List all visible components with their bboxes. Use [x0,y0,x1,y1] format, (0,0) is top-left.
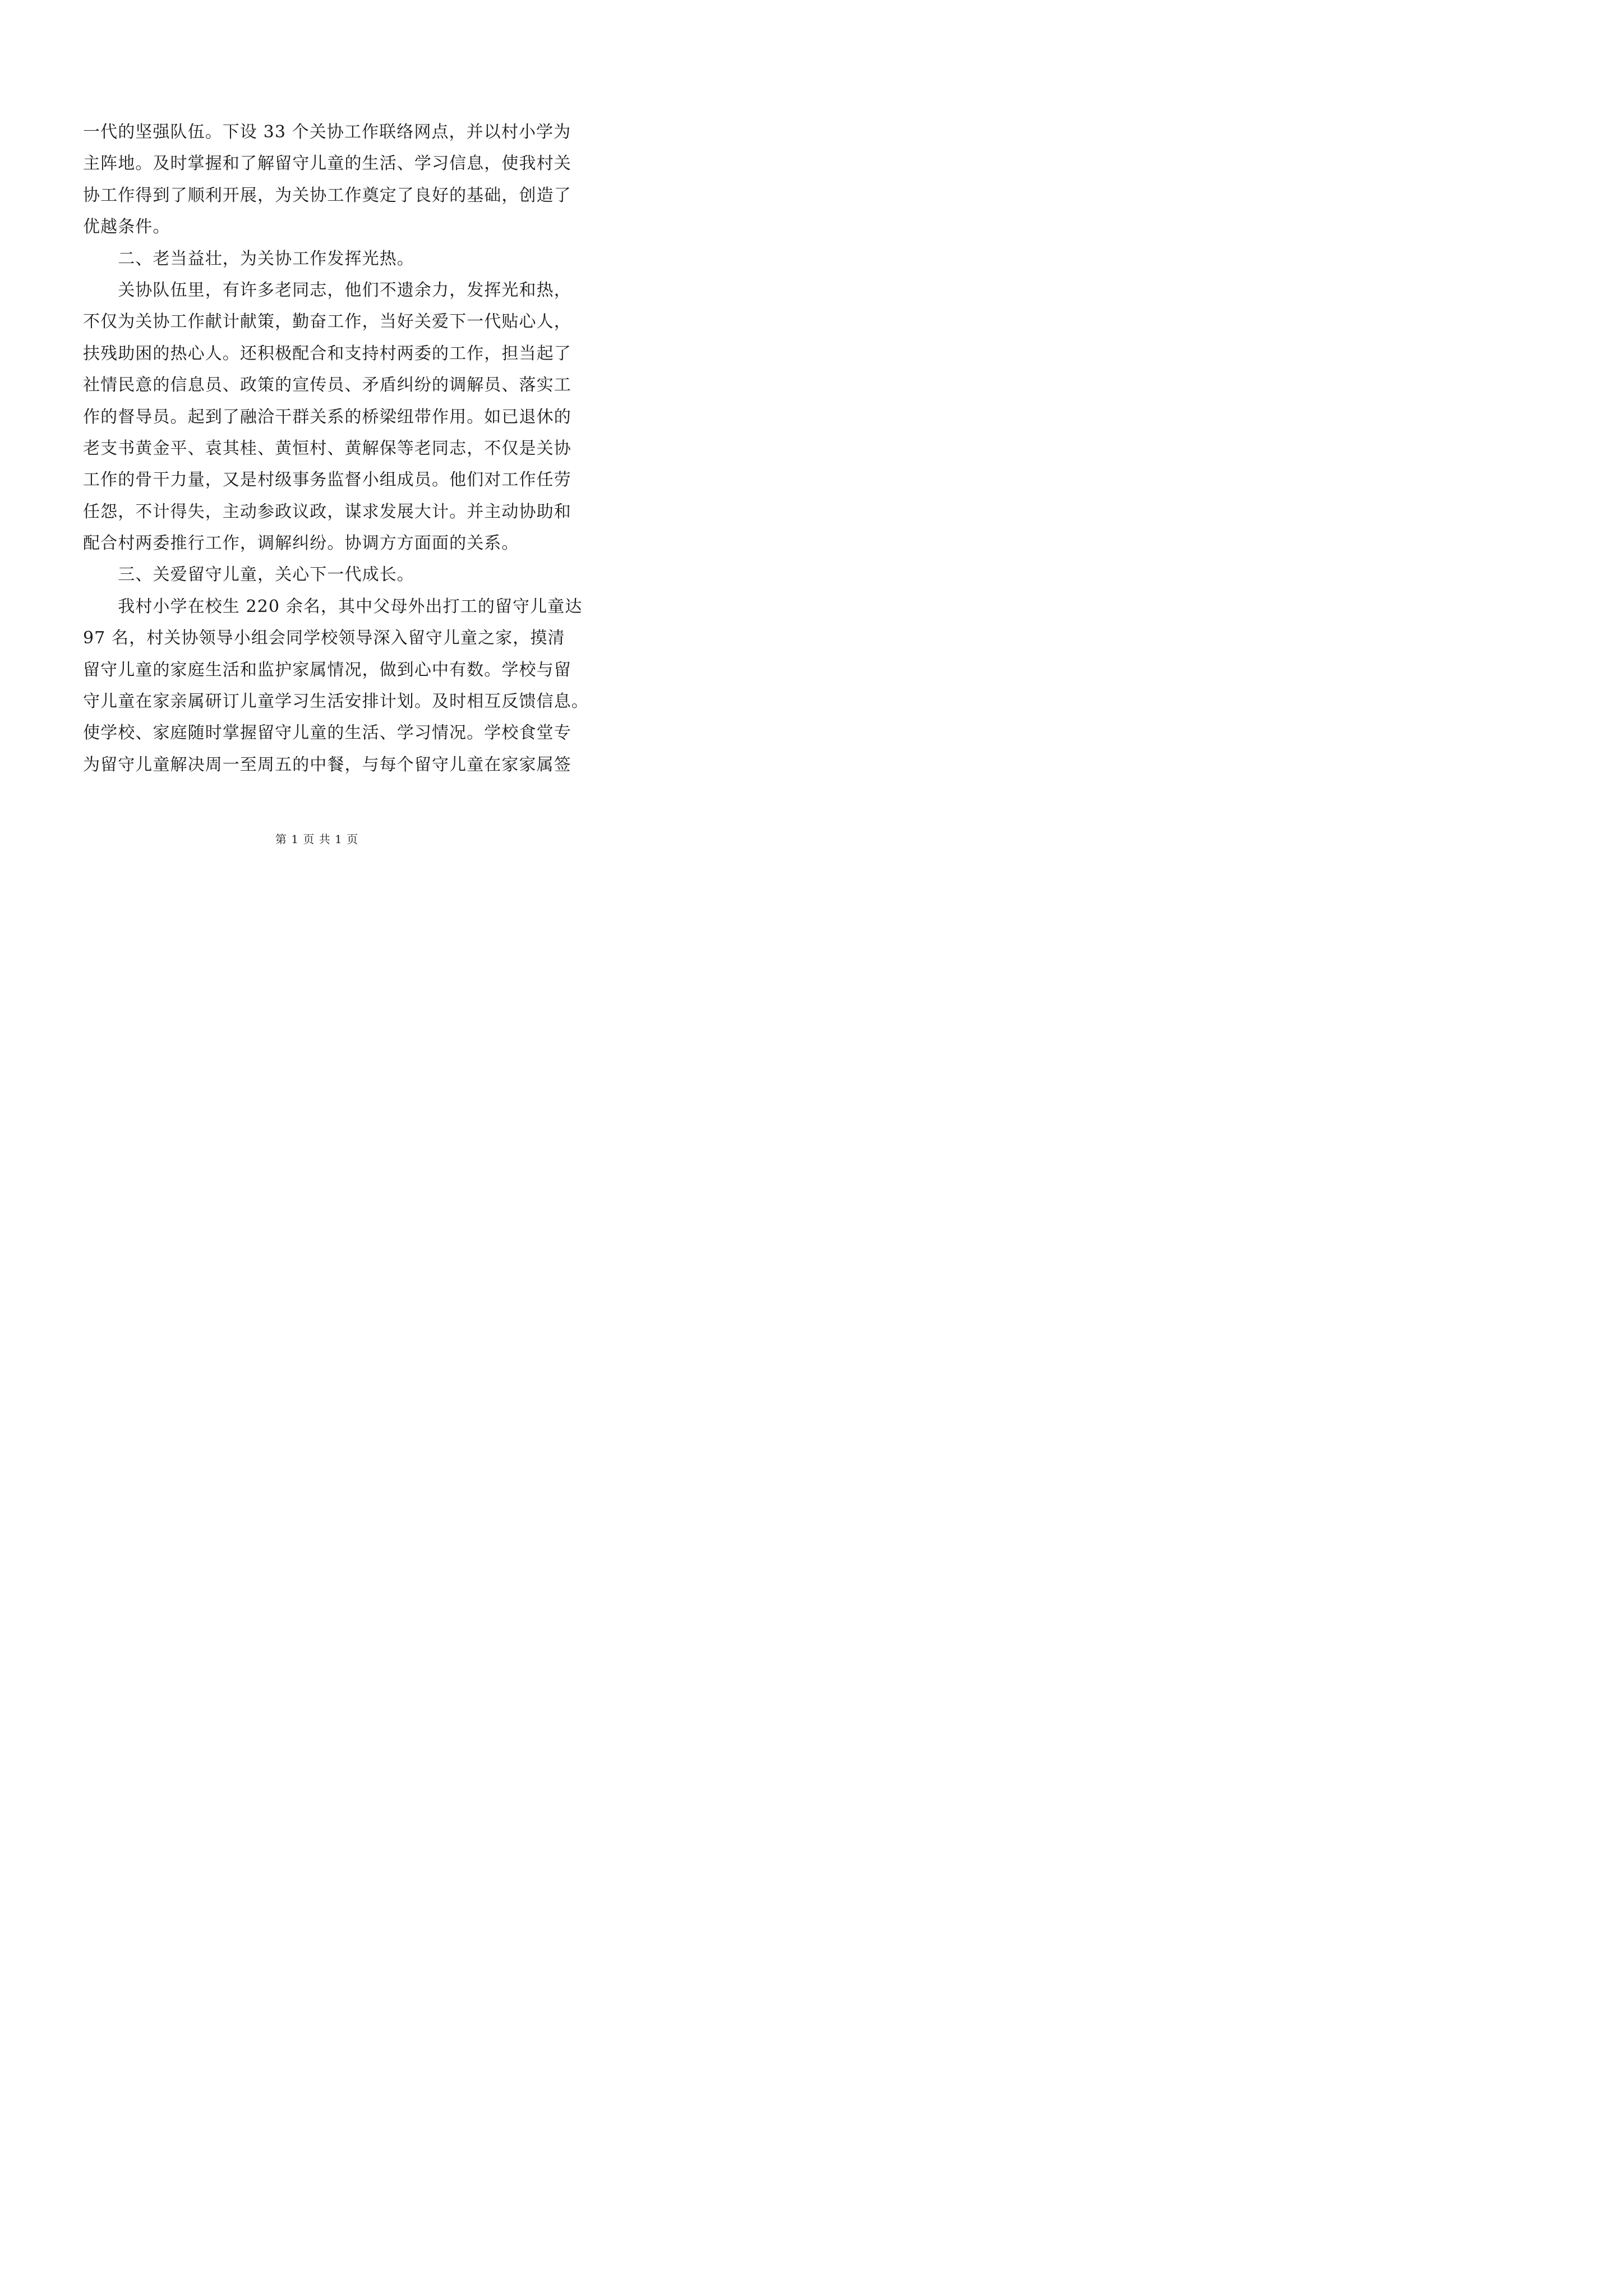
page-footer: 第 1 页 共 1 页 [275,832,359,846]
body-line: 作的督导员。起到了融洽干群关系的桥梁纽带作用。如已退休的 [83,407,571,427]
document-body [83,117,589,781]
body-line: 关协队伍里，有许多老同志，他们不遗余力，发挥光和热， [83,280,571,300]
body-line: 优越条件。 [83,217,170,237]
body-line: 配合村两委推行工作，调解纠纷。协调方方面面的关系。 [83,533,519,554]
body-line: 扶残助困的热心人。还积极配合和支持村两委的工作，担当起了 [83,343,571,364]
body-line: 守儿童在家亲属研订儿童学习生活安排计划。及时相互反馈信息。 [83,692,589,712]
body-line: 为留守儿童解决周一至周五的中餐，与每个留守儿童在家家属签 [83,754,571,775]
body-line: 使学校、家庭随时掌握留守儿童的生活、学习情况。学校食堂专 [83,723,571,743]
body-line: 我村小学在校生 220 余名，其中父母外出打工的留守儿童达 [83,596,583,616]
body-line: 协工作得到了顺利开展，为关协工作奠定了良好的基础，创造了 [83,185,571,205]
body-line: 不仅为关协工作献计献策，勤奋工作，当好关爱下一代贴心人， [83,312,571,332]
body-line: 主阵地。及时掌握和了解留守儿童的生活、学习信息，使我村关 [83,154,571,174]
section-heading: 三、关爱留守儿童，关心下一代成长。 [83,565,414,585]
body-line: 社情民意的信息员、政策的宣传员、矛盾纠纷的调解员、落实工 [83,375,571,395]
body-line: 97 名，村关协领导小组会同学校领导深入留守儿童之家，摸清 [83,628,565,648]
body-line: 一代的坚强队伍。下设 33 个关协工作联络网点，并以村小学为 [83,122,571,142]
body-line: 老支书黄金平、袁其桂、黄恒村、黄解保等老同志，不仅是关协 [83,438,571,458]
body-line: 留守儿童的家庭生活和监护家属情况，做到心中有数。学校与留 [83,660,571,680]
body-line: 任怨，不计得失，主动参政议政，谋求发展大计。并主动协助和 [83,501,571,522]
document-page [0,0,634,898]
body-line: 工作的骨干力量，又是村级事务监督小组成员。他们对工作任劳 [83,470,571,490]
section-heading: 二、老当益壮，为关协工作发挥光热。 [83,249,414,269]
